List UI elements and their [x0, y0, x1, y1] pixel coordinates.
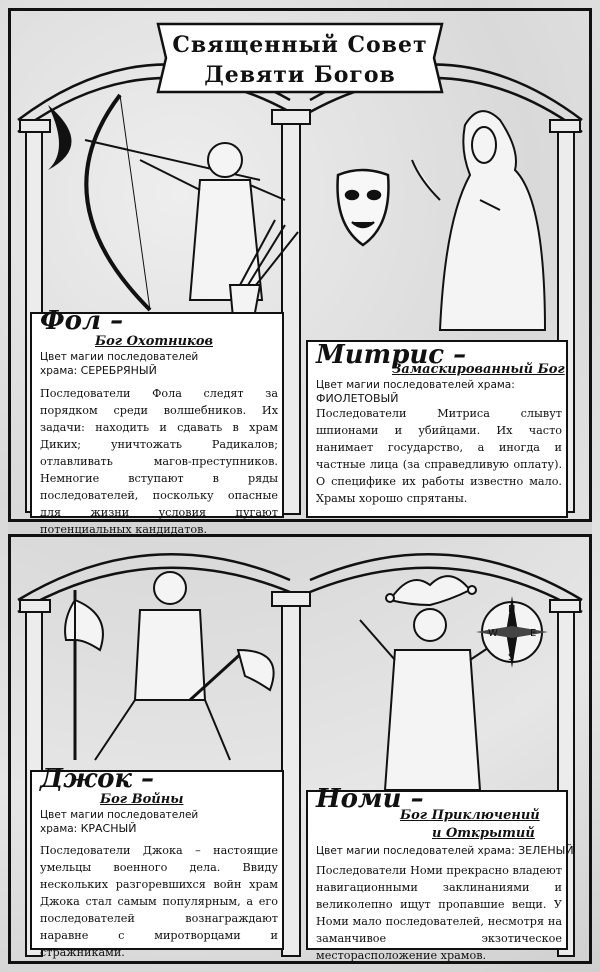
title-banner: [152, 18, 448, 98]
compass-e-label: E: [530, 628, 537, 639]
god-name: Джок –: [40, 764, 155, 794]
magic-color-label: Цвет магии последователей храма: ЗЕЛЕНЫЙ: [316, 844, 574, 857]
magic-color-value: ФИОЛЕТОВЫЙ: [316, 392, 399, 405]
god-subtitle: Бог Охотников: [95, 334, 214, 349]
god-subtitle: Бог Войны: [100, 792, 184, 807]
title-line-1: Священный Совет: [172, 32, 428, 58]
magic-color-label: Цвет магии последователей храма: СЕРЕБРЯНЫЙ: [40, 351, 199, 377]
magic-color-value: ЗЕЛЕНЫЙ: [518, 844, 574, 857]
magic-color-label: Цвет магии последователей храма: КРАСНЫЙ: [40, 809, 199, 835]
compass-w-label: W: [488, 628, 498, 639]
compass-s-label: S: [508, 652, 515, 663]
god-name: Номи –: [316, 784, 424, 814]
god-description: Последователи Митриса слывут шпионами и убийцами. Их часто нанимает государство, а иногда и частные лица (за справедливую оплату). О специфике их работы известно мало. Храмы хорошо спрятаны.: [316, 407, 562, 505]
god-subtitle-line-2: и Открытий: [432, 826, 535, 841]
compass-n-label: N: [508, 604, 516, 615]
god-description: Последователи Номи прекрасно владеют навигационными заклинаниями и великолепно ищут пропавшие вещи. У Номи мало последователей, несмотря на заманчивое экзотическое месторасположение храмов.: [316, 864, 562, 962]
god-subtitle: Бог Приключений: [400, 808, 540, 823]
magic-color-value: СЕРЕБРЯНЫЙ: [80, 364, 157, 377]
magic-color-label: Цвет магии последователей храма: ФИОЛЕТОВЫЙ: [316, 379, 515, 405]
god-description: Последователи Фола следят за порядком среди волшебников. Их задачи: находить и сдавать в храм Диких; уничтожать Радикалов; отлавливать магов-преступников. Немногие вступают в ряды последователей, поскольку опасные для жизни условия пугают потенциальных кандидатов.: [40, 387, 278, 536]
god-name: Фол –: [40, 306, 124, 336]
god-name: Митрис –: [316, 340, 467, 370]
magic-color-value: КРАСНЫЙ: [80, 822, 137, 835]
title-line-2: Девяти Богов: [204, 62, 396, 88]
god-subtitle: Замаскированный Бог: [392, 362, 565, 377]
god-description: Последователи Джока – настоящие умельцы военного дела. Ввиду нескольких разгоревшихся войн храм Джока стал самым популярным, а его последователей вознаграждают наравне с миротворцами и стражниками.: [40, 844, 278, 959]
